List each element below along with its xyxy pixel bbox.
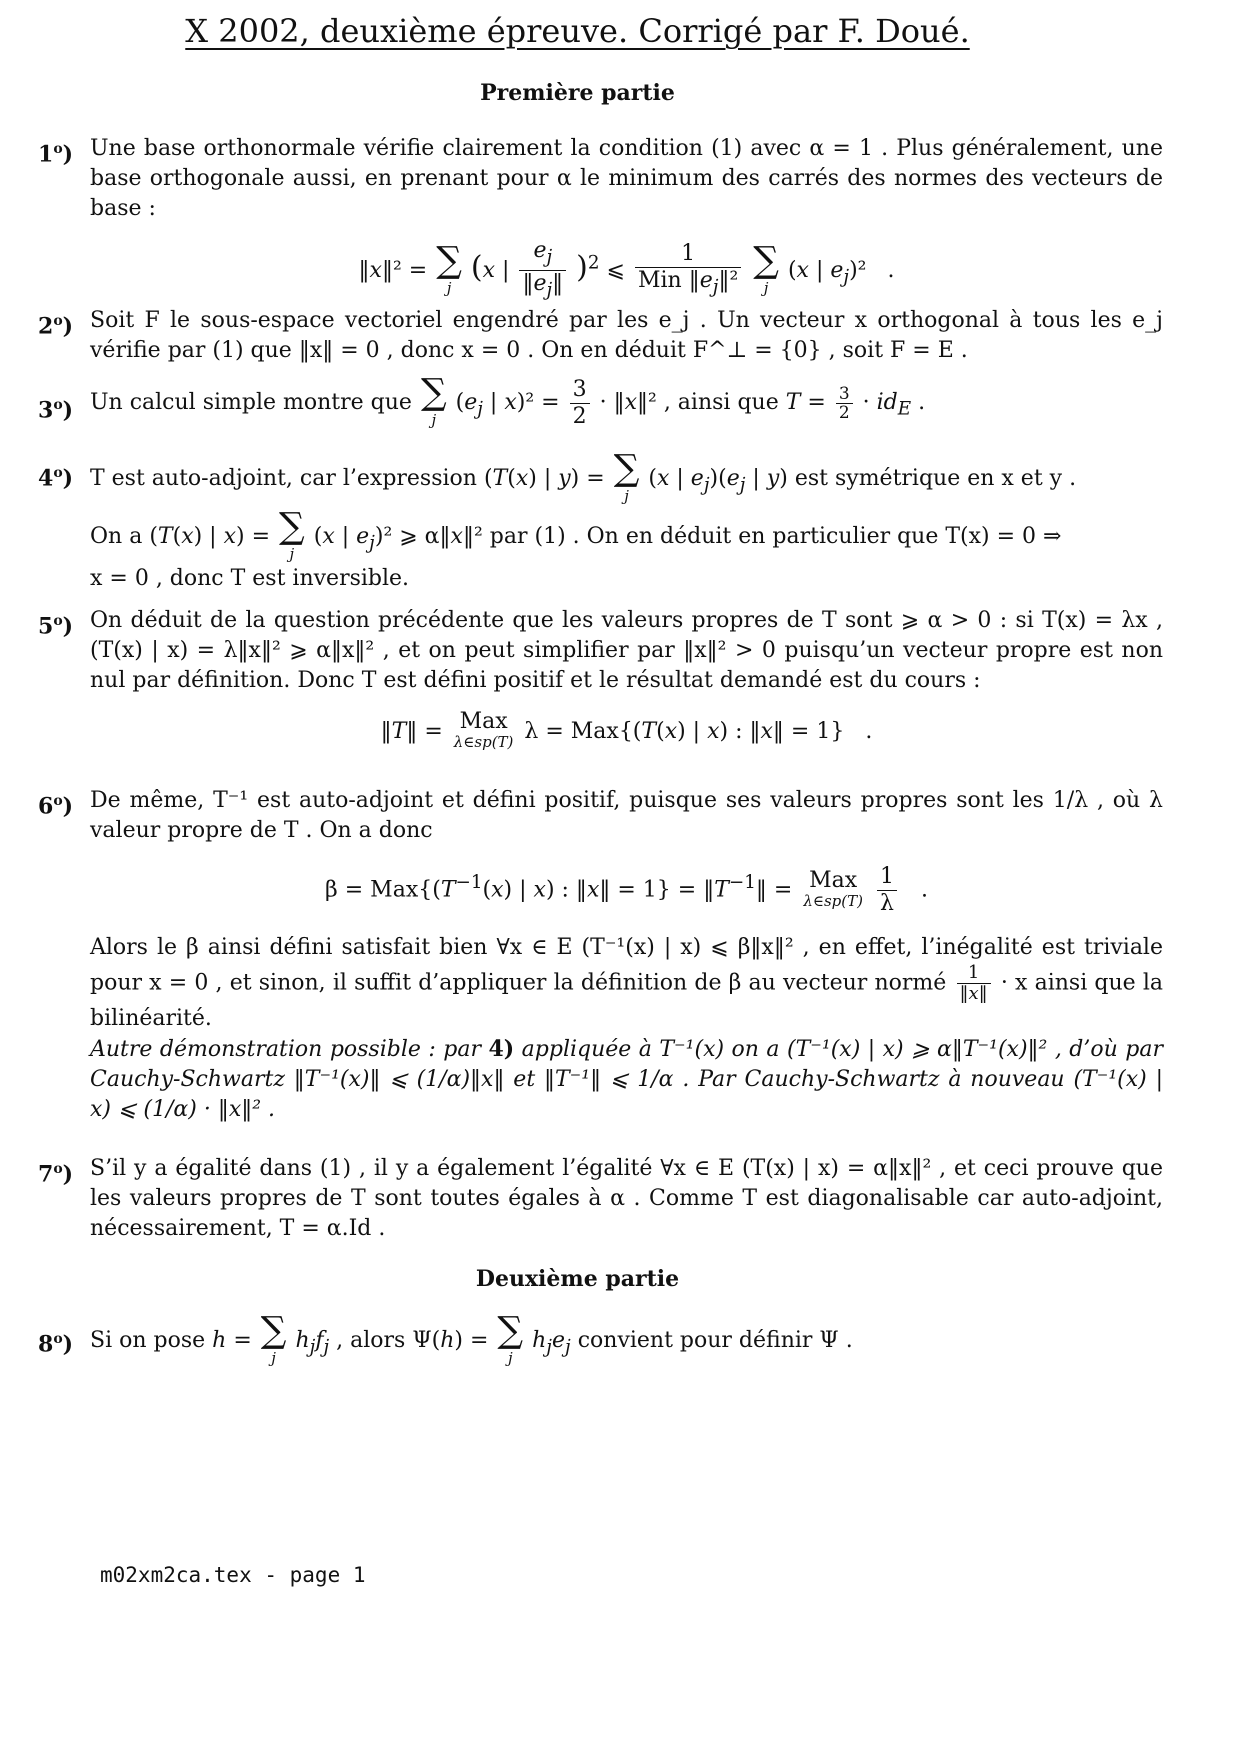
part-heading-1: Première partie — [480, 80, 675, 106]
question-5-text: On déduit de la question précédente que les valeurs propres de T sont ⩾ α > 0 : si T(x) = λx , (T(x) | x) = λ‖x‖² ⩾ α‖x‖² , et on peut simplifier par ‖x‖² > 0 puisqu’un vecteur propre est non nul par définition. Donc T est défini positif et le résultat demandé est du cours : — [90, 608, 1163, 693]
equation-6: $\beta = Max\{(T^{-1}(x)$ | x) : ‖x‖ = $1\} = ‖T^{-1}‖$ = Max λ∈sp(T) $\frac{1}{\lambda}$ . — [325, 864, 928, 916]
question-4 — [38, 448, 1163, 594]
question-2-text: Soit F le sous-espace vectoriel engendré par les e_j . Un vecteur x orthogonal à tous les e_j vérifie par (1) que ‖x‖ = 0 , donc x = 0 . On en déduit F^⊥ = {0} , soit F = E . — [90, 308, 1163, 363]
question-6-text-2: Alors le β ainsi défini satisfait bien ∀x ∈ E (T⁻¹(x) | x) ⩽ β‖x‖² , en effet, l’inégalité est triviale pour x = 0 , et sinon, il suffit d’appliquer la définition de β au vecteur normé $\frac{1}{‖x‖}$ · x ainsi que la bilinéarité. — [90, 935, 1164, 1031]
question-6 — [38, 786, 1163, 1125]
question-5 — [38, 606, 1163, 766]
part-heading-2: Deuxième partie — [475, 1266, 680, 1292]
question-1 — [38, 134, 1163, 318]
question-6-text-1: De même, T⁻¹ est auto-adjoint et défini positif, puisque ses valeurs propres sont les 1/λ , où λ valeur propre de T . On a donc — [90, 788, 1163, 843]
page-footer: m02xm2ca.tex - page 1 — [100, 1563, 366, 1587]
equation-5: ‖T‖ = Max λ∈sp(T) λ = Max{(T(x) | x) : ‖x‖ = 1} . — [380, 709, 873, 751]
question-4-line-2: On a (T(x) | x) = ∑ j (x | $e_j)^2$ ⩾ α‖x‖² par (1) . On en déduit en particulier que T(x) = 0 ⇒ — [90, 506, 1062, 563]
question-3 — [38, 372, 1163, 430]
question-number: 1$^o$) — [38, 141, 74, 168]
question-number: 8$^o$) — [38, 1331, 74, 1358]
question-number: 3$^o$) — [38, 397, 74, 424]
equation-1: ‖x‖² = ∑ j (x | $\frac{e_j}{‖e_j‖}$ )$^2$ ⩽ $\frac{1}{Min ‖e_j‖^2}$ ∑ j (x | $e_j)^2$ . — [358, 238, 895, 301]
question-8-text: Si on pose h = ∑ j $h_jf_j$ , alors Ψ(h) = ∑ j $h_je_j$ convient pour définir Ψ . — [90, 1310, 853, 1367]
question-number: 7$^o$) — [38, 1161, 74, 1188]
question-number: 4$^o$) — [38, 465, 74, 492]
question-1-text: Une base orthonormale vérifie clairement la condition (1) avec α = 1 . Plus généralement, une base orthogonale aussi, en prenant pour α le minimum des carrés des normes des vecteurs de base : — [90, 136, 1163, 221]
question-7-text: S’il y a égalité dans (1) , il y a également l’égalité ∀x ∈ E (T(x) | x) = α‖x‖² , et ceci prouve que les valeurs propres de T sont toutes égales à α . Comme T est diagonalisable car auto-adjoint, nécessairement, T = α.Id . — [90, 1156, 1163, 1241]
question-number: 6$^o$) — [38, 793, 74, 820]
document-title: X 2002, deuxième épreuve. Corrigé par F. Doué. — [185, 12, 970, 50]
question-3-text: Un calcul simple montre que ∑ j ($e_j$ | x)² = $\frac{3}{2}$ · ‖x‖² , ainsi que T = $\frac{3}{2}$ · $id_E$ . — [90, 372, 926, 429]
question-2 — [38, 306, 1163, 366]
question-7 — [38, 1154, 1163, 1244]
question-4-line-3: x = 0 , donc T est inversible. — [90, 566, 410, 591]
question-number: 2$^o$) — [38, 313, 74, 340]
question-4-line-1: T est auto-adjoint, car l’expression (T(x) | y) = ∑ j (x | $e_j)(e_j$ | y) est symétrique en x et y . — [90, 448, 1077, 505]
question-number: 5$^o$) — [38, 613, 74, 640]
question-6-alternative: Autre démonstration possible : par 4) appliquée à T⁻¹(x) on a (T⁻¹(x) | x) ⩾ α‖T⁻¹(x)‖² , d’où par Cauchy-Schwartz ‖T⁻¹(x)‖ ⩽ (1/α)‖x‖ et ‖T⁻¹‖ ⩽ 1/α . Par Cauchy-Schwartz à nouveau (T⁻¹(x) | x) ⩽ (1/α) · ‖x‖² . — [90, 1036, 1163, 1122]
question-8 — [38, 1310, 1163, 1368]
